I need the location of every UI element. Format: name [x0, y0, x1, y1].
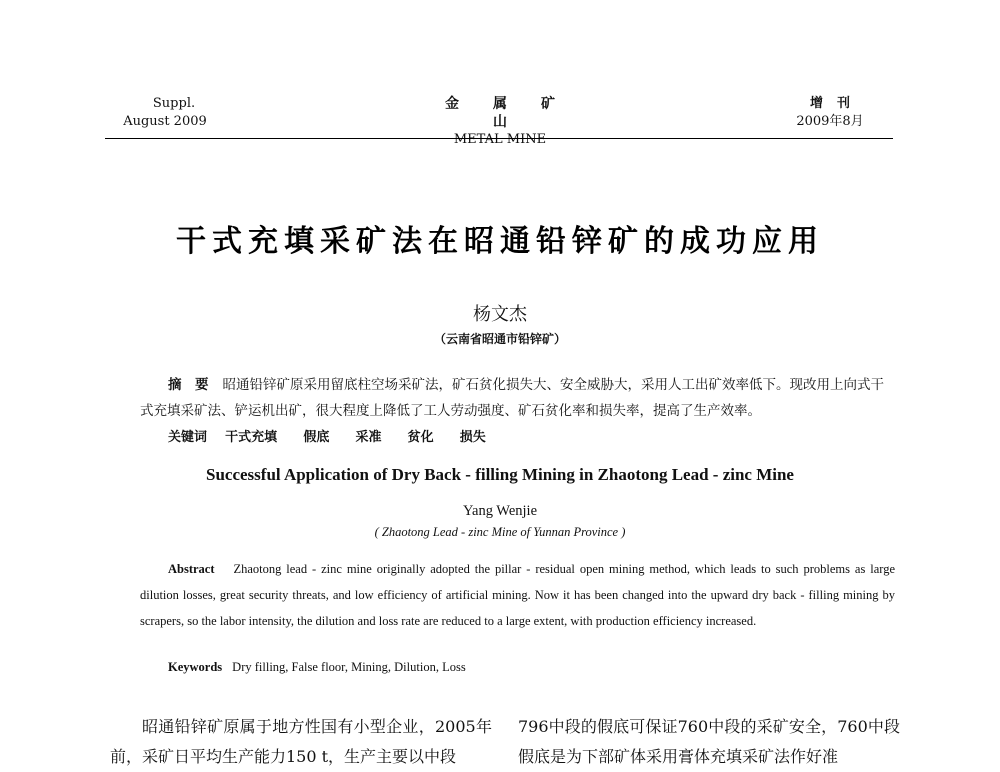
keyword-cn: 假底	[303, 430, 330, 445]
journal-name-en: METAL MINE	[453, 132, 547, 147]
keyword-cn: 损失	[459, 430, 486, 445]
keywords-cn-label: 关键词	[168, 430, 208, 445]
keyword-cn: 贫化	[407, 430, 434, 445]
journal-name-cn: 金属矿山	[445, 96, 589, 130]
journal-supplement-cn: 增刊	[809, 96, 864, 111]
author-cn: 杨文杰	[473, 304, 527, 325]
header-divider	[105, 138, 893, 139]
journal-date-cn: 2009年8月	[796, 114, 864, 129]
keywords-en	[168, 660, 888, 675]
body-column-left: 昭通铅锌矿原属于地方性国有小型企业，2005年前，采矿日平均生产能力150 t，生产主要以中段	[110, 717, 492, 766]
abstract-en	[140, 556, 895, 634]
keywords-en-text: Dry filling, False floor, Mining, Dilution, Loss	[232, 660, 466, 674]
affiliation-en: ( Zhaotong Lead - zinc Mine of Yunnan Province )	[374, 525, 626, 539]
header-center	[400, 95, 600, 149]
abstract-en-label: Abstract	[168, 562, 215, 576]
keyword-cn: 采准	[355, 430, 382, 445]
affiliation-cn: （云南省昭通市铅锌矿）	[433, 332, 566, 346]
abstract-en-text: Zhaotong lead - zinc mine originally adopted the pillar - residual open mining method, which leads to such problems as large dilution losses, great security threats, and low efficiency of artificial mining. Now it has been changed into the upward dry back - filling mining by scrapers, so the labor intensity, the dilution and loss rate are reduced to a large extent, with production efficiency increased.	[140, 562, 895, 628]
paper-title-en: Successful Application of Dry Back - filling Mining in Zhaotong Lead - zinc Mine	[206, 465, 794, 484]
keywords-en-label: Keywords	[168, 660, 223, 674]
paper-title-cn: 干式充填采矿法在昭通铅锌矿的成功应用	[176, 224, 824, 259]
body-column-right: 796中段的假底可保证760中段的采矿安全，760中段假底是为下部矿体采用膏体充填采矿法作好准	[518, 717, 900, 766]
header-left	[105, 95, 225, 131]
abstract-cn-label: 摘 要	[168, 377, 209, 393]
keyword-cn: 干式充填	[225, 430, 278, 445]
keywords-cn	[168, 426, 888, 445]
abstract-cn	[140, 372, 895, 424]
author-en: Yang Wenjie	[462, 503, 538, 519]
abstract-cn-text: 昭通铅锌矿原采用留底柱空场采矿法，矿石贫化损失大、安全威胁大，采用人工出矿效率低下。现改用上向式干式充填采矿法、铲运机出矿，很大程度上降低了工人劳动强度、矿石贫化率和损失率，提高了生产效率。	[140, 377, 884, 419]
journal-date-en: August 2009	[123, 114, 207, 129]
journal-supplement-label: Suppl.	[152, 96, 196, 111]
header-right	[770, 95, 890, 131]
